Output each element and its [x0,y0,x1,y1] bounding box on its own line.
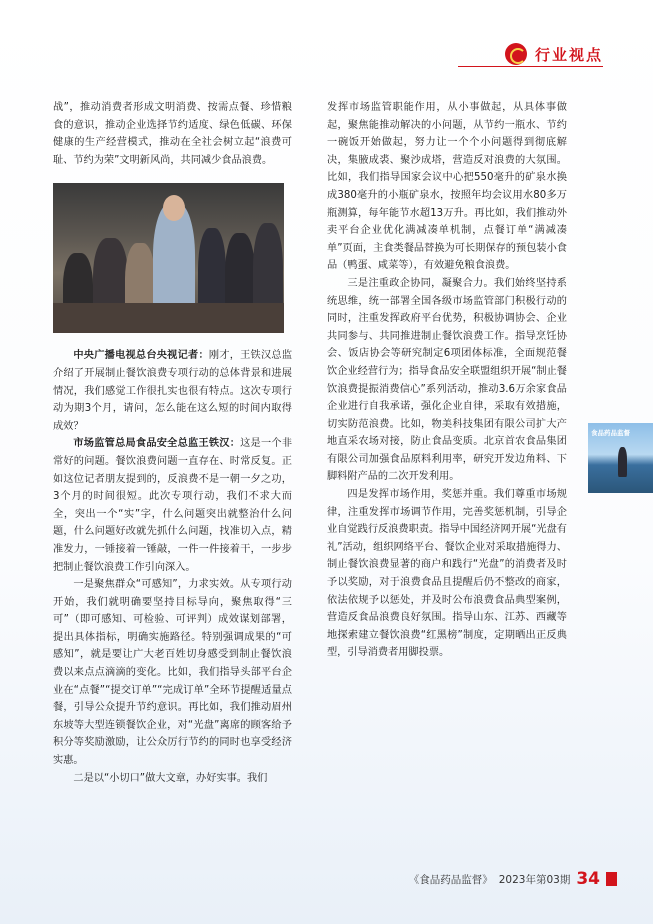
party-emblem-icon [505,43,527,65]
page-marker [606,872,617,886]
answer-text: 这是一个非常好的问题。餐饮浪费问题一直存在、时常反复。正如这位记者朋友提到的，反浪费不是一朝一夕之功，3个月的时间很短。此次专项行动，我们不求大而全，突出一个“实”字，什么问题突出就整治什么问题，什么问题好改就先抓什么问题，找准切入点，精准发力，一锤接着一锤敲，一件一件接着干，一步步把制止餐饮浪费工作引向深入。 [53,438,293,573]
paragraph: 二是以“小切口”做大文章，办好实事。我们 [73,772,268,784]
speaker-name: 中央广播电视总台央视记者： [73,350,209,362]
speaker-name: 市场监管总局食品安全总监王铁汉： [73,438,241,450]
paragraph: 四是发挥市场作用，奖惩并重。我们尊重市场规律，注重发挥市场调节作用，完善奖惩机制，引导企业自觉践行反浪费职责。指导中国经济网开展“光盘有礼”活动，组织网络平台、餐饮企业对采取措施得力、制止餐饮浪费显著的商户和践行“光盘”的消费者及时予以奖励，对于浪费食品且提醒后仍不整改的商家，依法依规予以惩处，并及时公布浪费食品典型案例，营造反食品浪费良好氛围。指导山东、江苏、西藏等地探索建立餐饮浪费“红黑榜”制度，定期晒出正反典型，引导消费者用脚投票。 [327,489,567,659]
right-column [327,99,567,662]
magazine-name: 《食品药品监督》 [408,873,493,886]
press-conference-photo [53,183,284,333]
paragraph: 发挥市场监管职能作用，从小事做起，从具体事做起，聚焦能推动解决的小问题，从节约一瓶水、节约一碗饭开始做起，努力让一个个小问题得到彻底解决，集腋成裘、聚沙成塔，营造反对浪费的大氛围。比如，我们指导国家会议中心把550毫升的矿泉水换成380毫升的小瓶矿泉水，按照年均会议用水80多万瓶测算，每年能节水超13万升。再比如，我们推动外卖平台企业优化满减凑单机制，点餐订单“满减凑单”页面，主食类餐品替换为可长期保存的预包装小食品（鸭蛋、咸菜等），有效避免粮食浪费。 [327,102,567,272]
header-divider [458,66,603,67]
page-footer [409,869,617,889]
left-column [53,99,292,787]
paragraph: 三是注重政企协同，凝聚合力。我们始终坚持系统思维，统一部署全国各级市场监管部门积极行动的同时，注重发挥政府平台优势，积极协调协会、企业共同参与、共同推进制止餐饮浪费工作。指导烹饪协会、饭店协会等研究制定6项团体标准，全面规范餐饮企业经营行为；指导食品安全联盟组织开展“制止餐饮浪费提振消费信心”系列活动，推动3.6万余家食品企业进行自我承诺，强化企业自律，采取有效措施，切实防范浪费。比如，物美科技集团有限公司扩大产地直采农场对接，防止食品变质。北京首农食品集团有限公司加强食品原料利用率，研究开发边角料、下脚料附产品的二次开发利用。 [327,277,567,483]
magazine-cover-thumbnail [588,423,653,493]
question-text: 刚才，王铁汉总监介绍了开展制止餐饮浪费专项行动的总体背景和进展情况，我们感觉工作很扎实也很有特点。这次专项行动为期3个月，请问，怎么能在这么短的时间内取得成效？ [53,350,293,432]
section-header [463,42,603,66]
answer-paragraph [53,435,292,576]
thumbnail-label: 食品药品监督 [591,429,630,437]
issue-number: 2023年第03期 [498,873,571,886]
person-figure [618,447,627,477]
page-number: 34 [576,869,600,889]
question-paragraph [53,347,292,435]
section-title: 行业视点 [534,45,603,64]
paragraph: 一是聚焦群众“可感知”，力求实效。从专项行动开始，我们就明确要坚持目标导向，聚焦取得“三可”（即可感知、可检验、可评判）成效谋划部署，提出具体指标，明确实施路径。特别强调成果的“可感知”，就是要让广大老百姓切身感受到制止餐饮浪费以来点点滴滴的变化。比如，我们指导头部平台企业在“点餐”“提交订单”“完成订单”全环节提醒适量点餐，引导公众提升节约意识。再比如，我们推动眉州东坡等大型连锁餐饮企业，对“光盘”离席的顾客给予积分等奖励激励，让公众厉行节约的同时也享受经济实惠。 [53,579,292,767]
paragraph: 战”，推动消费者形成文明消费、按需点餐、珍惜粮食的意识，推动企业选择节约适度、绿色低碳、环保健康的生产经营模式，推动在全社会树立起“浪费可耻、节约为荣”文明新风尚，共同减少食品浪费。 [53,102,292,166]
